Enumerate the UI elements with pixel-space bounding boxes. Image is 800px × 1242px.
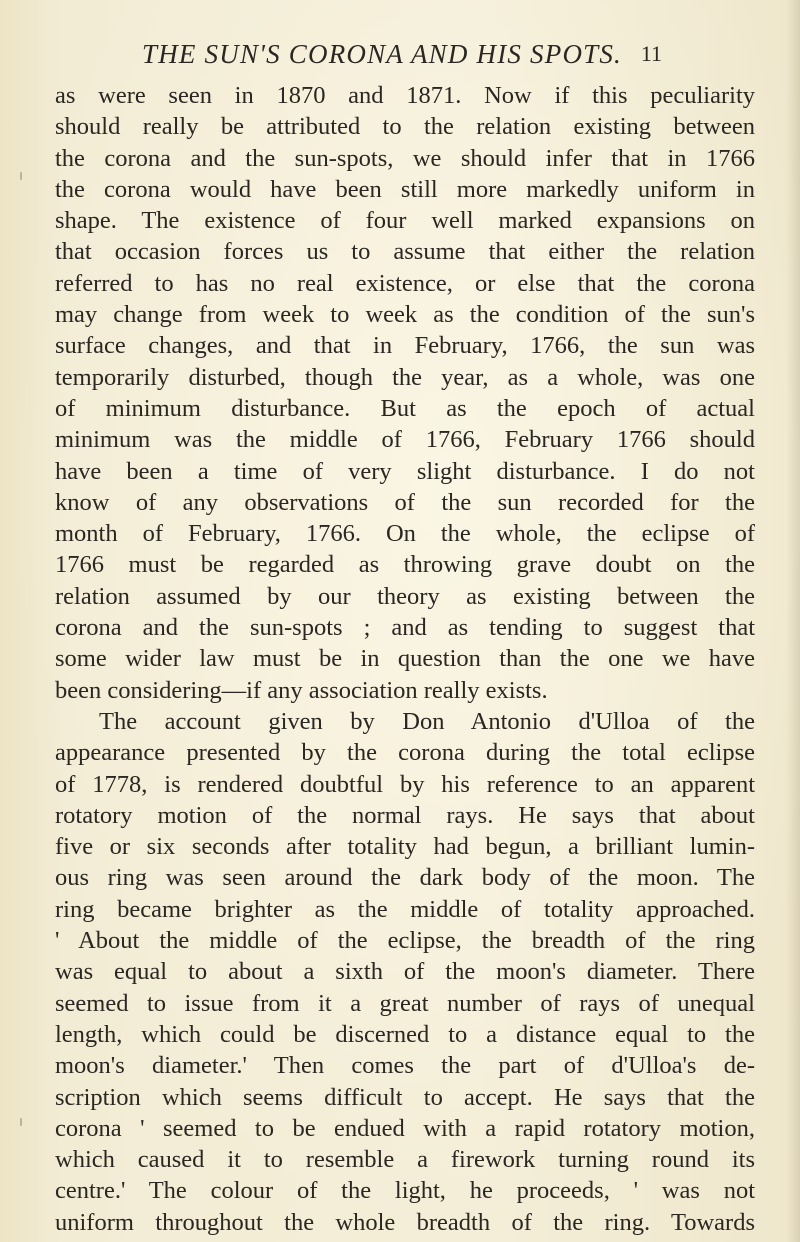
paragraph-2	[55, 706, 755, 1238]
text-line: the corona and the sun-spots, we should infer that in 1766	[55, 144, 755, 172]
running-title: THE SUN'S CORONA AND HIS SPOTS.	[142, 39, 623, 69]
text-line: minimum was the middle of 1766, February 1766 should	[55, 426, 755, 454]
text-line: shape. The existence of four well marked expansions on	[55, 207, 755, 235]
page-number: 11	[640, 41, 662, 66]
text-line: corona and the sun-spots ; and as tending to suggest that	[55, 614, 755, 642]
text-line: five or six seconds after totality had begun, a brilliant lumin-	[55, 833, 755, 861]
text-line: relation assumed by our theory as existing between the	[55, 582, 755, 610]
text-line: know of any observations of the sun recorded for the	[55, 488, 755, 516]
text-line: have been a time of very slight disturbance. I do not	[55, 457, 755, 485]
text-line: which caused it to resemble a firework turning round its	[55, 1146, 755, 1174]
text-line: may change from week to week as the condition of the sun's	[55, 301, 755, 329]
text-line: of 1778, is rendered doubtful by his reference to an apparent	[55, 770, 755, 798]
text-line: centre.' The colour of the light, he proceeds, ' was not	[55, 1177, 755, 1205]
text-line: of minimum disturbance. But as the epoch of actual	[55, 394, 755, 422]
text-line: been considering—if any association really exists.	[55, 676, 548, 704]
text-line: month of February, 1766. On the whole, the eclipse of	[55, 520, 755, 548]
margin-speck	[20, 172, 22, 180]
text-line: ring became brighter as the middle of totality approached.	[55, 895, 755, 923]
text-line: as were seen in 1870 and 1871. Now if this peculiarity	[55, 82, 755, 109]
text-line: surface changes, and that in February, 1766, the sun was	[55, 332, 755, 360]
page-edge-shadow	[786, 0, 800, 1242]
text-line: temporarily disturbed, though the year, as a whole, was one	[55, 363, 755, 391]
text-line: the corona would have been still more markedly uniform in	[55, 175, 755, 203]
text-line: uniform throughout the whole breadth of the ring. Towards	[55, 1208, 755, 1236]
text-line: some wider law must be in question than the one we have	[55, 645, 755, 673]
text-line: The account given by Don Antonio d'Ulloa of the	[99, 707, 755, 735]
running-head	[142, 38, 662, 70]
text-line: seemed to issue from it a great number of rays of unequal	[55, 989, 755, 1017]
text-line: should really be attributed to the relation existing between	[55, 113, 755, 141]
text-line: rotatory motion of the normal rays. He says that about	[55, 801, 755, 829]
text-line: 1766 must be regarded as throwing grave doubt on the	[55, 551, 755, 579]
text-line: moon's diameter.' Then comes the part of d'Ulloa's de-	[55, 1052, 755, 1080]
paragraph-1	[55, 80, 755, 706]
body-text	[55, 80, 755, 1238]
text-line: was equal to about a sixth of the moon's diameter. There	[55, 958, 755, 986]
text-line: length, which could be discerned to a distance equal to the	[55, 1020, 755, 1048]
text-line: appearance presented by the corona during the total eclipse	[55, 739, 755, 767]
text-line: referred to has no real existence, or else that the corona	[55, 269, 755, 297]
text-line: that occasion forces us to assume that either the relation	[55, 238, 755, 266]
text-line: corona ' seemed to be endued with a rapid rotatory motion,	[55, 1114, 755, 1142]
text-line: ous ring was seen around the dark body of the moon. The	[55, 864, 755, 892]
text-line: ' About the middle of the eclipse, the breadth of the ring	[55, 927, 755, 955]
text-line: scription which seems difficult to accept. He says that the	[55, 1083, 755, 1111]
margin-speck	[20, 1118, 22, 1126]
